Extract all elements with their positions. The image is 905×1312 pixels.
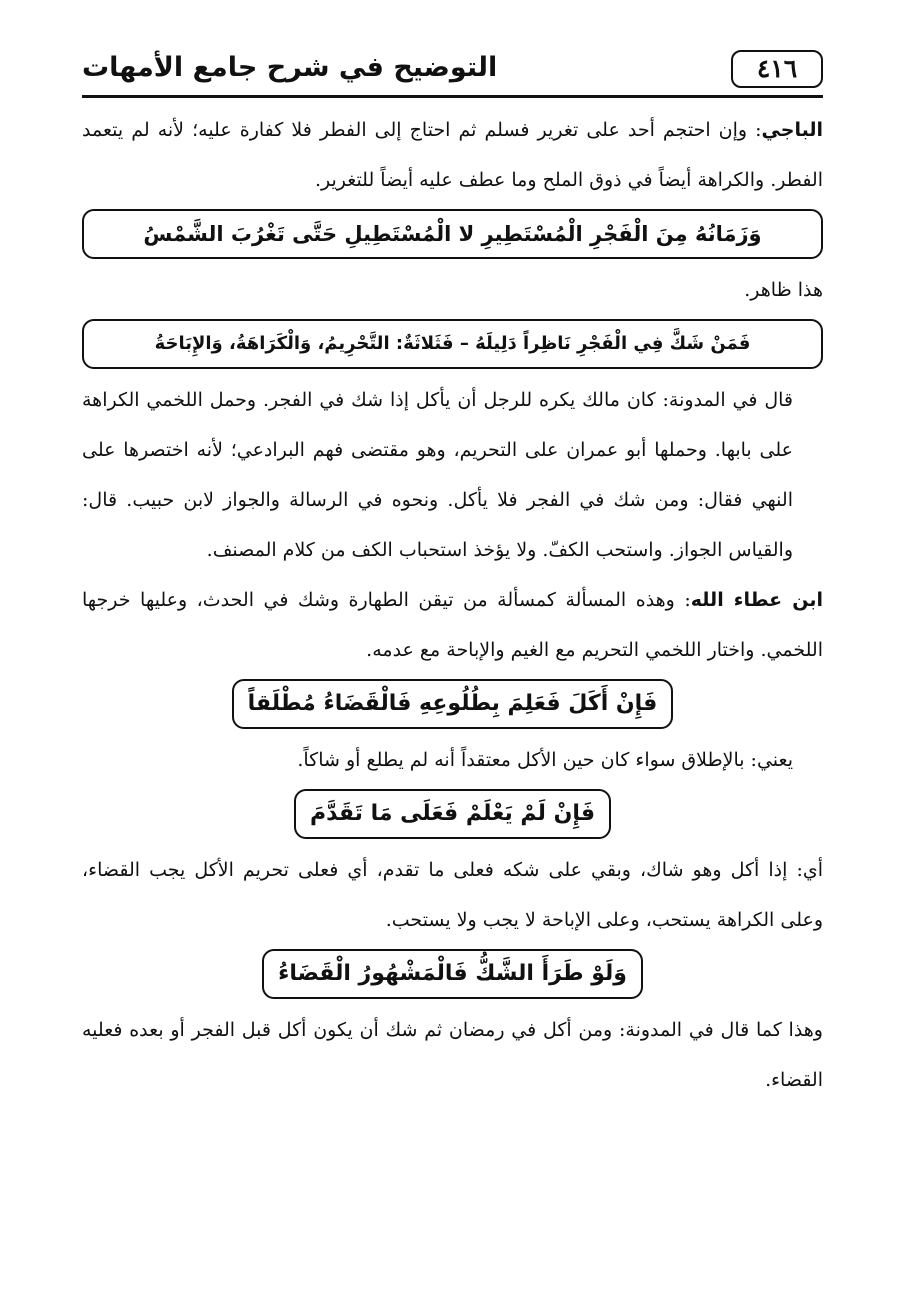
page-number: ٤١٦ [731, 50, 823, 88]
matn-box: وَزَمَانُهُ مِنَ الْفَجْرِ الْمُسْتَطِيرِ لا الْمُسْتَطِيلِ حَتَّى تَغْرُبَ الشَّمْسُ [82, 209, 823, 259]
page-header [82, 48, 823, 92]
matn-row [82, 789, 823, 839]
matn-box: فَمَنْ شَكَّ فِي الْفَجْرِ نَاظِراً دَلِيلَهُ – فَثَلاثَةٌ: التَّحْرِيمُ، وَالْكَرَاهَةُ، وَالإِبَاحَةُ [82, 319, 823, 369]
paragraph: وهذا كما قال في المدونة: ومن أكل في رمضان ثم شك أن يكون أكل قبل الفجر أو بعده فعليه القضاء. [82, 1019, 823, 1091]
paragraph-baji [82, 105, 823, 205]
matn-box: فَإِنْ لَمْ يَعْلَمْ فَعَلَى مَا تَقَدَّمَ [294, 789, 611, 839]
page-content [82, 105, 823, 1105]
paragraph: هذا ظاهر. [744, 279, 823, 301]
paragraph-ibn-ataullah [82, 575, 823, 675]
matn-row [82, 679, 823, 729]
paragraph-text: : وهذه المسألة كمسألة من تيقن الطهارة وشك في الحدث، وعليها خرجها اللخمي. واختار اللخمي التحريم مع الغيم والإباحة مع عدمه. [82, 589, 823, 661]
paragraph-text: : وإن احتجم أحد على تغرير فسلم ثم احتاج إلى الفطر فلا كفارة عليه؛ لأنه لم يتعمد الفطر. والكراهة أيضاً في ذوق الملح وما عطف عليه أيضاً للتغرير. [82, 119, 823, 191]
header-rule [82, 95, 823, 98]
paragraph-mudawwana: قال في المدونة: كان مالك يكره للرجل أن يأكل إذا شك في الفجر. وحمل اللخمي الكراهة على بابها. وحملها أبو عمران على التحريم، وهو مقتضى فهم البرادعي؛ لأنه اختصرها على النهي فقال: ومن شك في الفجر فلا يأكل. ونحوه في الرسالة والجواز لابن حبيب. قال: والقياس الجواز. واستحب الكفّ. ولا يؤخذ استحباب الكف من كلام المصنف. [82, 389, 793, 561]
matn-box: وَلَوْ طَرَأَ الشَّكُّ فَالْمَشْهُورُ الْقَضَاءُ [262, 949, 643, 999]
book-title: التوضيح في شرح جامع الأمهات [82, 52, 498, 83]
paragraph: أي: إذا أكل وهو شاك، وبقي على شكه فعلى ما تقدم، أي فعلى تحريم الأكل يجب القضاء، وعلى الكراهة يستحب، وعلى الإباحة لا يجب ولا يستحب. [82, 859, 823, 931]
speaker-name: ابن عطاء الله [690, 589, 823, 611]
matn-box: فَإِنْ أَكَلَ فَعَلِمَ بِطُلُوعِهِ فَالْقَضَاءُ مُطْلَقاً [232, 679, 674, 729]
speaker-name: الباجي [761, 119, 823, 141]
matn-row [82, 319, 823, 369]
paragraph: يعني: بالإطلاق سواء كان حين الأكل معتقداً أنه لم يطلع أو شاكاً. [297, 749, 793, 771]
matn-row [82, 209, 823, 259]
matn-row [82, 949, 823, 999]
